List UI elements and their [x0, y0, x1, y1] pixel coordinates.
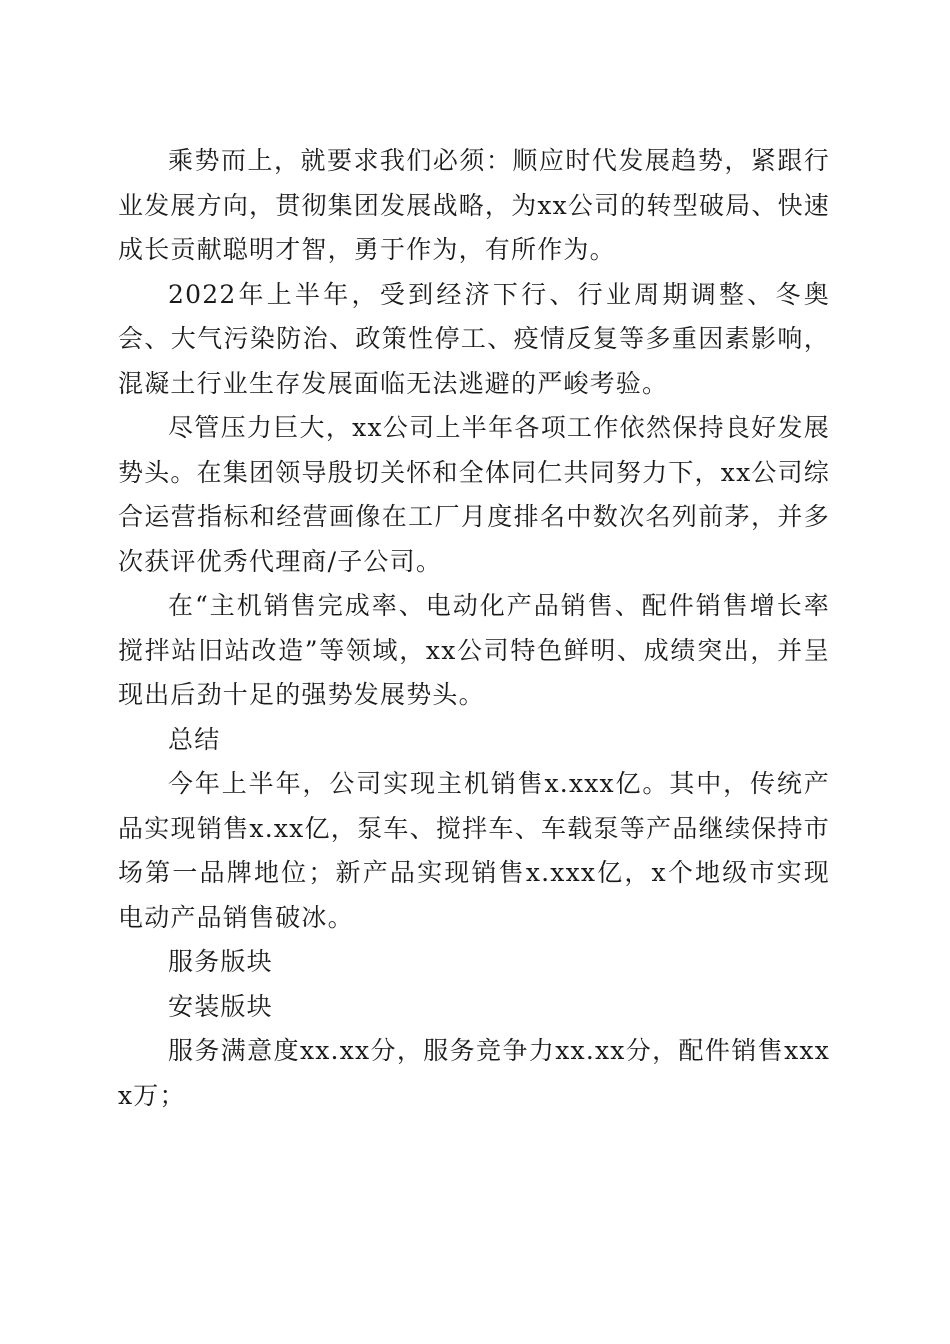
paragraph-2022-challenges: 2022年上半年，受到经济下行、行业周期调整、冬奥会、大气污染防治、政策性停工、疫情反复等多重因素影响，混凝土行业生存发展面临无法逃避的严峻考验。 — [118, 279, 830, 398]
paragraph-company-performance: 尽管压力巨大，xx公司上半年各项工作依然保持良好发展势头。在集团领导殷切关怀和全体同仁共同努力下，xx公司综合运营指标和经营画像在工厂月度排名中数次名列前茅，并多次获评优秀代理商/子公司。 — [118, 413, 830, 576]
paragraph-key-areas: 在“主机销售完成率、电动化产品销售、配件销售增长率搅拌站旧站改造”等领域，xx公司特色鲜明、成绩突出，并呈现出后劲十足的强势发展势头。 — [118, 591, 830, 709]
heading-summary: 总结 — [168, 724, 221, 754]
document-body — [118, 139, 830, 1118]
heading-service-section: 服务版块 — [168, 947, 273, 976]
paragraph-sales-summary: 今年上半年，公司实现主机销售x.xxx亿。其中，传统产品实现销售x.xx亿，泵车、搅拌车、车载泵等产品继续保持市场第一品牌地位；新产品实现销售x.xxx亿，x个地级市实现电动产品销售破冰。 — [118, 769, 830, 932]
heading-installation-section: 安装版块 — [168, 991, 273, 1021]
paragraph-service-metrics: 服务满意度xx.xx分，服务竞争力xx.xx分，配件销售xxxx万； — [118, 1036, 830, 1110]
paragraph-momentum: 乘势而上，就要求我们必须：顺应时代发展趋势，紧跟行业发展方向，贯彻集团发展战略，为xx公司的转型破局、快速成长贡献聪明才智，勇于作为，有所作为。 — [118, 146, 830, 264]
